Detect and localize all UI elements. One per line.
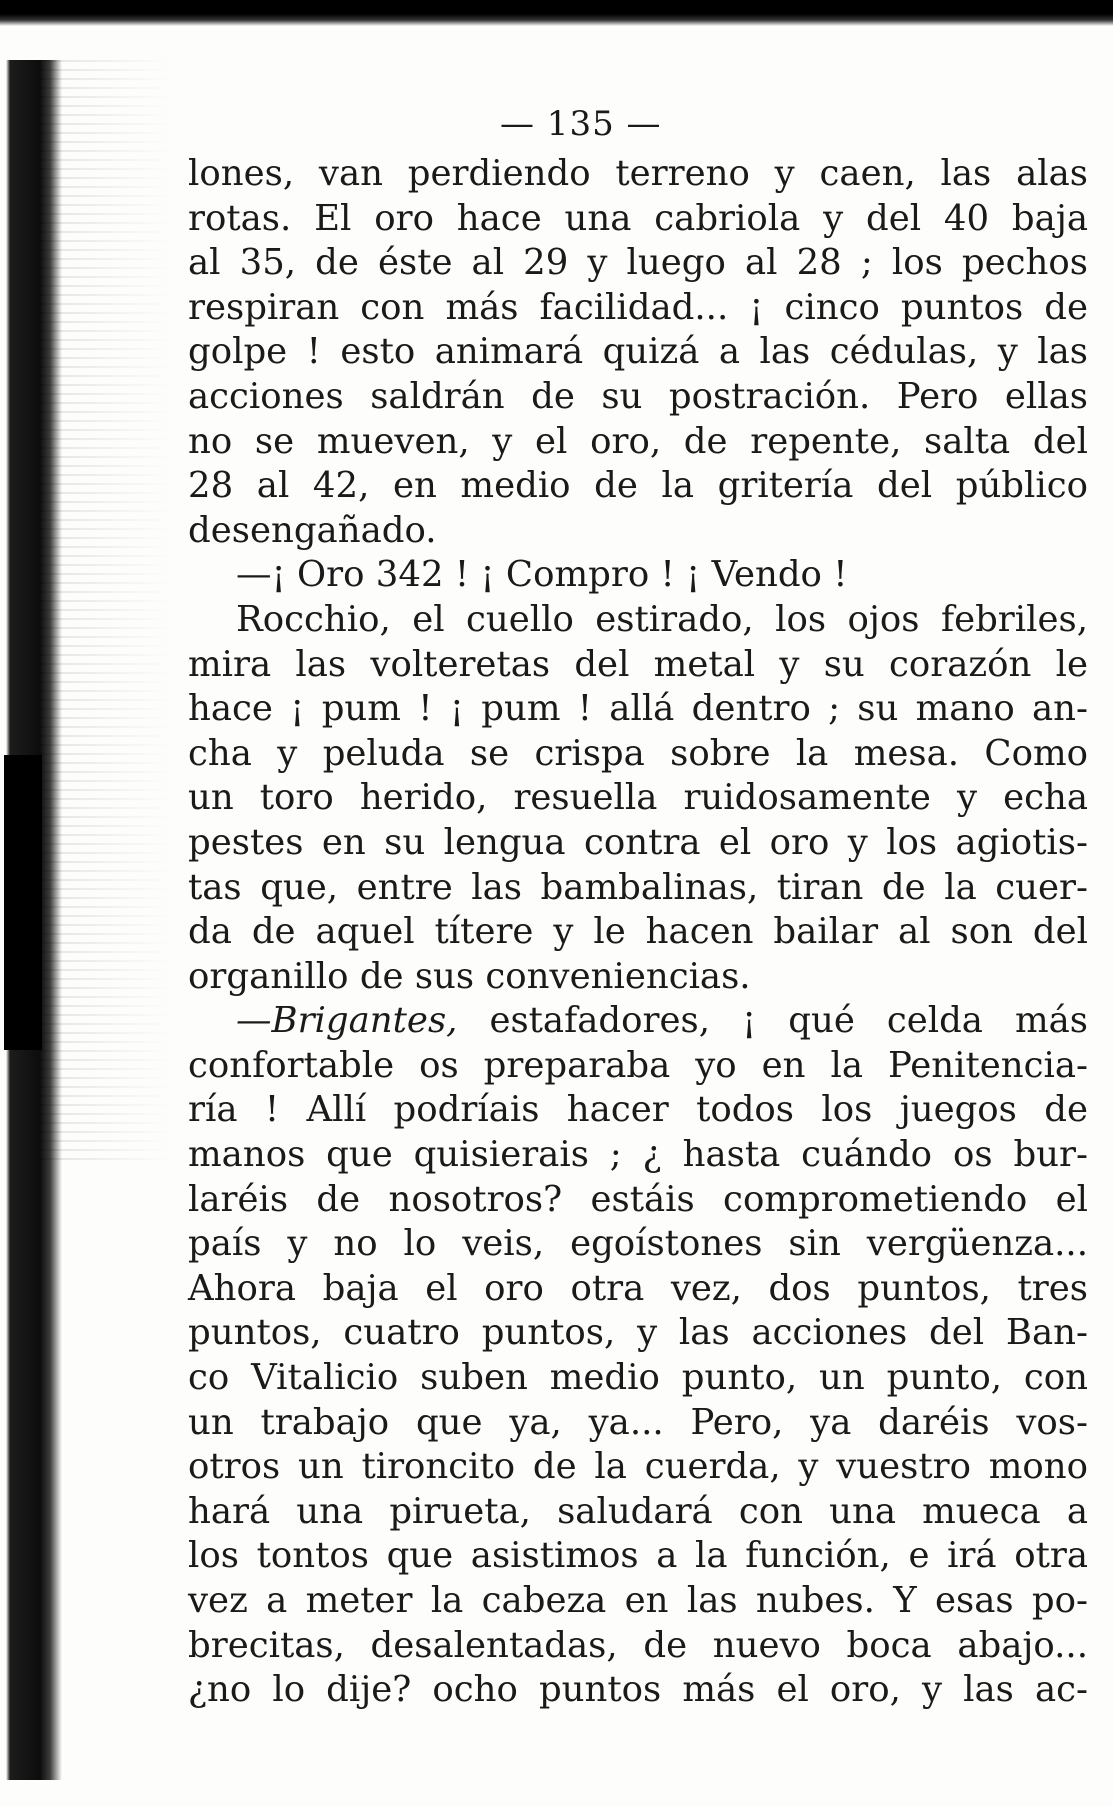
text-line-content: da de aquel títere y le hacen bailar al son del — [188, 911, 1088, 953]
text-line-content: 28 al 42, en medio de la gritería del público — [188, 465, 1088, 507]
text-line — [188, 1624, 1088, 1669]
text-line-content: respiran con más facilidad... ¡ cinco puntos de — [188, 286, 1088, 328]
text-line-content: un trabajo que ya, ya... Pero, ya daréis vos- — [188, 1401, 1088, 1443]
text-line — [188, 1044, 1088, 1089]
text-line — [188, 1668, 1088, 1713]
text-line-content: cha y peluda se crispa sobre la mesa. Como — [188, 732, 1088, 774]
text-line-content: ría ! Allí podríais hacer todos los juegos de — [188, 1089, 1088, 1131]
text-line — [188, 732, 1088, 777]
text-line-content: mira las volteretas del metal y su corazón le — [188, 643, 1088, 685]
text-line — [188, 286, 1088, 331]
text-line-content: otros un tironcito de la cuerda, y vuestro mono — [188, 1446, 1088, 1488]
text-line-content: lones, van perdiendo terreno y caen, las alas — [188, 153, 1088, 194]
page-number-header: — 135 — — [500, 104, 662, 144]
text-line — [188, 1267, 1088, 1312]
book-spine-dark-block — [4, 755, 42, 1050]
text-line-content: desengañado. — [188, 509, 437, 551]
text-line — [188, 643, 1088, 688]
text-line-content: los tontos que asistimos a la función, e irá otra — [188, 1535, 1088, 1577]
text-line-content: laréis de nosotros? estáis comprometiendo el — [188, 1178, 1088, 1220]
text-line — [188, 999, 1088, 1044]
text-line-content: rotas. El oro hace una cabriola y del 40 baja — [188, 197, 1088, 239]
text-line-content: hará una pirueta, saludará con una mueca a — [188, 1490, 1088, 1532]
text-line — [188, 553, 1088, 598]
text-line — [188, 866, 1088, 911]
text-line — [188, 464, 1088, 509]
text-line — [188, 1445, 1088, 1490]
text-line-content: pestes en su lengua contra el oro y los agiotis- — [188, 821, 1088, 863]
text-line — [188, 598, 1088, 643]
text-line-content: manos que quisierais ; ¿ hasta cuándo os bur- — [188, 1134, 1088, 1176]
text-line-content: —¡ Oro 342 ! ¡ Compro ! ¡ Vendo ! — [236, 554, 848, 596]
text-line-content: país y no lo veis, egoístones sin vergüenza... — [188, 1223, 1088, 1265]
text-line — [188, 509, 1088, 554]
text-line — [188, 152, 1088, 197]
text-line-content: al 35, de éste al 29 y luego al 28 ; los pechos — [188, 242, 1088, 284]
text-line — [188, 1311, 1088, 1356]
text-line-content: hace ¡ pum ! ¡ pum ! allá dentro ; su mano an- — [188, 688, 1088, 730]
text-line — [188, 197, 1088, 242]
text-line — [188, 1401, 1088, 1446]
text-line — [188, 330, 1088, 375]
text-line — [188, 955, 1088, 1000]
text-line — [188, 1178, 1088, 1223]
book-spine-gutter-texture — [40, 60, 170, 1160]
body-text — [188, 152, 1088, 1713]
text-line — [188, 420, 1088, 465]
text-line — [188, 910, 1088, 955]
text-line — [188, 1088, 1088, 1133]
text-line — [188, 1222, 1088, 1267]
text-line-content: Ahora baja el oro otra vez, dos puntos, tres — [188, 1267, 1088, 1309]
text-line — [188, 375, 1088, 420]
text-line-content: puntos, cuatro puntos, y las acciones del Ban- — [188, 1312, 1088, 1354]
text-line — [188, 687, 1088, 732]
text-line — [188, 1356, 1088, 1401]
text-line — [188, 1579, 1088, 1624]
scan-top-edge — [0, 0, 1113, 26]
text-line-content: co Vitalicio suben medio punto, un punto, con — [188, 1357, 1088, 1399]
text-line-content: no se mueven, y el oro, de repente, salta del — [188, 420, 1088, 462]
text-line-content: vez a meter la cabeza en las nubes. Y esas po- — [188, 1580, 1088, 1621]
text-line-content: un toro herido, resuella ruidosamente y echa — [188, 777, 1088, 819]
text-line — [188, 821, 1088, 866]
text-line — [188, 241, 1088, 286]
text-line-content: ¿no lo dije? ocho puntos más el oro, y las ac- — [188, 1669, 1088, 1711]
text-line-content: acciones saldrán de su postración. Pero ellas — [188, 375, 1088, 417]
italic-word: —Brigantes, — [236, 1000, 458, 1042]
text-line-content: Rocchio, el cuello estirado, los ojos febriles, — [236, 598, 1088, 640]
text-line-content: golpe ! esto animará quizá a las cédulas, y las — [188, 331, 1088, 373]
text-line — [188, 776, 1088, 821]
text-line-content: estafadores, ¡ qué celda más — [457, 1000, 1088, 1042]
text-line-content: brecitas, desalentadas, de nuevo boca abajo... — [188, 1624, 1088, 1666]
text-line — [188, 1490, 1088, 1535]
text-line-content: tas que, entre las bambalinas, tiran de la cuer- — [188, 866, 1088, 908]
text-line — [188, 1534, 1088, 1579]
text-line — [188, 1133, 1088, 1178]
text-line-content: confortable os preparaba yo en la Penitencia- — [188, 1044, 1088, 1086]
text-line-content: organillo de sus conveniencias. — [188, 955, 751, 997]
